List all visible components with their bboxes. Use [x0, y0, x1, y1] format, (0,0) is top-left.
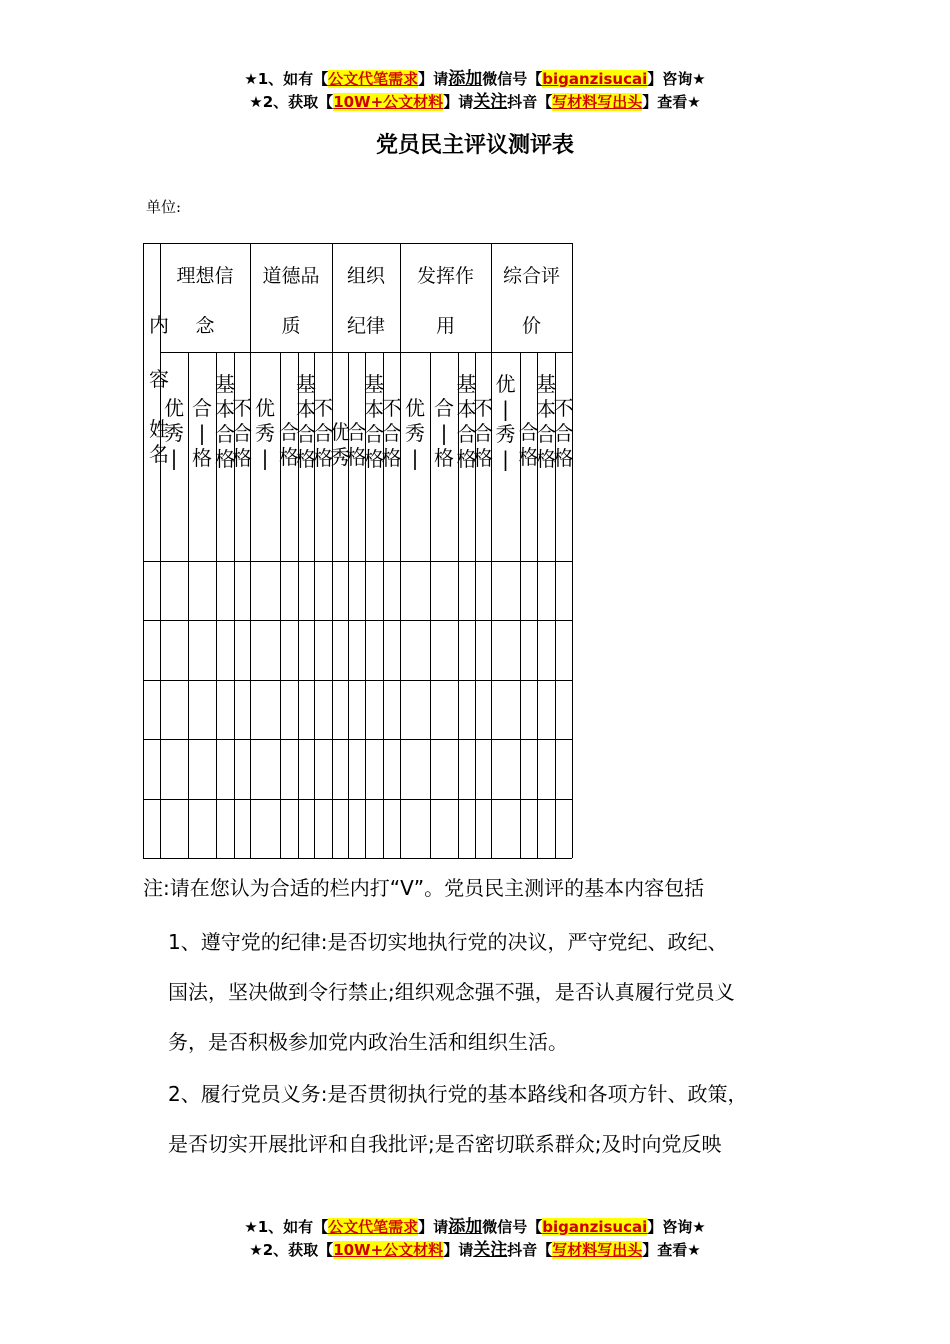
- table-cell: [475, 739, 491, 798]
- table-corner-header: 姓 名: [149, 417, 169, 466]
- table-cell: [234, 799, 250, 858]
- table-subheader: 不 合 格: [553, 396, 574, 470]
- table-cell: [332, 561, 348, 620]
- table-subheader: 不 合 格: [232, 396, 252, 470]
- table-border-line: [572, 243, 573, 858]
- table-cell: [280, 739, 298, 798]
- table-cell: [430, 561, 458, 620]
- promo-text: 微信号【: [482, 70, 543, 88]
- table-cell: [143, 739, 160, 798]
- promo-text: ★2、获取【: [249, 1241, 334, 1259]
- promo-text: 】查看★: [642, 93, 701, 111]
- table-subheader: 合 格: [279, 420, 299, 469]
- table-cell: [314, 561, 332, 620]
- promo-highlight: biganzisucai: [542, 1218, 648, 1236]
- table-cell: [348, 739, 365, 798]
- promo-text: 】咨询★: [647, 1218, 706, 1236]
- table-cell: [537, 620, 555, 679]
- table-subheader: 优 | 秀 |: [495, 372, 516, 471]
- table-cell: [143, 799, 160, 858]
- table-group-header: [332, 251, 400, 351]
- note-item-1-line-3: 务，是否积极参加党内政治生活和组织生活。: [168, 1030, 568, 1054]
- group-header-line: 纪律: [346, 315, 385, 337]
- table-subheader: 不 合 格: [313, 396, 333, 470]
- note-item-1-line-2: 国法，坚决做到令行禁止;组织观念强不强，是否认真履行党员义: [168, 980, 735, 1004]
- table-cell: [430, 680, 458, 739]
- promo-text: 】请: [418, 1218, 449, 1236]
- table-subheader: 优 秀 |: [164, 396, 184, 470]
- table-cell: [216, 799, 234, 858]
- table-cell: [491, 799, 520, 858]
- table-cell: [332, 739, 348, 798]
- table-cell: [188, 680, 216, 739]
- table-cell: [314, 620, 332, 679]
- note-item-2-line-1: 2、履行党员义务:是否贯彻执行党的基本路线和各项方针、政策，: [168, 1082, 748, 1106]
- table-cell: [234, 620, 250, 679]
- table-cell: [537, 680, 555, 739]
- table-cell: [314, 739, 332, 798]
- promo-highlight: biganzisucai: [542, 70, 648, 88]
- table-cell: [383, 799, 400, 858]
- table-cell: [250, 799, 280, 858]
- table-subheader: 不 合 格: [473, 396, 493, 470]
- group-header-line: 发挥作: [416, 265, 474, 287]
- promo-highlight: 10W+公文材料: [333, 93, 444, 111]
- table-cell: [298, 680, 314, 739]
- table-cell: [160, 739, 188, 798]
- table-cell: [143, 680, 160, 739]
- group-header-line: 道德品: [262, 265, 320, 287]
- table-cell: [280, 799, 298, 858]
- table-cell: [298, 739, 314, 798]
- table-subheader: 优 秀: [330, 420, 350, 469]
- table-cell: [555, 680, 572, 739]
- table-cell: [216, 739, 234, 798]
- table-cell: [520, 799, 537, 858]
- promo-emphasis: 添加: [448, 1217, 483, 1237]
- table-cell: [458, 680, 475, 739]
- table-cell: [400, 799, 430, 858]
- table-subheader: 基 本 合 格: [536, 372, 556, 471]
- group-header-line: 综合评: [502, 265, 560, 287]
- table-cell: [298, 620, 314, 679]
- promo-emphasis: 关注: [473, 1240, 508, 1260]
- promo-text: ★2、获取【: [249, 93, 334, 111]
- table-cell: [348, 561, 365, 620]
- table-cell: [143, 620, 160, 679]
- group-header-line: 理想信: [176, 265, 234, 287]
- note-item-1-line-1: 1、遵守党的纪律:是否切实地执行党的决议，严守党纪、政纪、: [168, 930, 728, 954]
- group-header-line: 用: [435, 315, 455, 337]
- promo-text: 】请: [443, 93, 474, 111]
- promo-highlight: 写材料写出头: [552, 93, 643, 111]
- promo-text: 】查看★: [642, 1241, 701, 1259]
- promo-line-1: [0, 68, 950, 91]
- table-subheader: 合 格: [346, 420, 367, 469]
- table-cell: [216, 680, 234, 739]
- table-cell: [383, 680, 400, 739]
- table-cell: [383, 739, 400, 798]
- promo-text: 抖音【: [507, 93, 553, 111]
- table-subheader: 合 | 格: [192, 396, 212, 470]
- table-border-line: [143, 243, 572, 244]
- table-cell: [491, 561, 520, 620]
- table-cell: [555, 561, 572, 620]
- table-cell: [234, 680, 250, 739]
- table-cell: [365, 620, 383, 679]
- promo-text: 】咨询★: [647, 70, 706, 88]
- promo-highlight: 写材料写出头: [552, 1241, 643, 1259]
- table-cell: [160, 799, 188, 858]
- table-cell: [250, 739, 280, 798]
- table-cell: [555, 620, 572, 679]
- table-cell: [332, 620, 348, 679]
- promo-highlight: 公文代笔需求: [328, 70, 419, 88]
- table-cell: [188, 620, 216, 679]
- table-cell: [314, 680, 332, 739]
- table-cell: [400, 739, 430, 798]
- table-subheader: 合 | 格: [434, 396, 454, 470]
- table-cell: [250, 680, 280, 739]
- table-cell: [298, 799, 314, 858]
- table-cell: [475, 680, 491, 739]
- group-header-line: 组织: [346, 265, 385, 287]
- table-group-header: [250, 251, 332, 351]
- table-cell: [280, 680, 298, 739]
- table-group-header: [400, 251, 491, 351]
- table-cell: [332, 799, 348, 858]
- promo-highlight: 10W+公文材料: [333, 1241, 444, 1259]
- table-corner-header: 内: [149, 313, 169, 337]
- table-cell: [348, 620, 365, 679]
- table-subheader: 基 本 合 格: [364, 372, 384, 471]
- table-cell: [365, 680, 383, 739]
- table-border-line: [143, 858, 572, 859]
- table-cell: [430, 620, 458, 679]
- unit-label: 单位:: [146, 198, 182, 216]
- table-subheader: 基 本 合 格: [456, 372, 477, 471]
- table-cell: [234, 739, 250, 798]
- promo-text: ★1、如有【: [244, 1218, 329, 1236]
- table-cell: [383, 620, 400, 679]
- table-cell: [537, 739, 555, 798]
- promo-line-2: [0, 91, 950, 114]
- table-subheader: 优 秀 |: [405, 396, 425, 470]
- table-cell: [458, 739, 475, 798]
- table-cell: [365, 739, 383, 798]
- table-cell: [491, 680, 520, 739]
- table-cell: [298, 561, 314, 620]
- table-cell: [250, 620, 280, 679]
- promo-emphasis: 关注: [473, 92, 508, 112]
- table-subheader: 基 本 合 格: [215, 372, 235, 471]
- table-cell: [188, 799, 216, 858]
- promo-text: 】请: [443, 1241, 474, 1259]
- promo-highlight: 公文代笔需求: [328, 1218, 419, 1236]
- table-cell: [280, 620, 298, 679]
- table-cell: [400, 620, 430, 679]
- table-cell: [160, 680, 188, 739]
- promo-banner-top: [0, 68, 950, 114]
- table-cell: [458, 561, 475, 620]
- table-cell: [188, 739, 216, 798]
- note-item-2-line-2: 是否切实开展批评和自我批评;是否密切联系群众;及时向党反映: [168, 1132, 722, 1156]
- table-cell: [520, 739, 537, 798]
- table-cell: [458, 799, 475, 858]
- table-subheader: 合 格: [518, 420, 539, 469]
- table-border-line: [160, 352, 572, 353]
- table-cell: [332, 680, 348, 739]
- table-cell: [537, 561, 555, 620]
- promo-text: 】请: [418, 70, 449, 88]
- table-cell: [280, 561, 298, 620]
- table-cell: [555, 799, 572, 858]
- promo-line-2: [0, 1239, 950, 1262]
- table-cell: [520, 561, 537, 620]
- table-cell: [188, 561, 216, 620]
- promo-text: 抖音【: [507, 1241, 553, 1259]
- promo-text: ★1、如有【: [244, 70, 329, 88]
- note-intro: 注:请在您认为合适的栏内打“V”。党员民主测评的基本内容包括: [143, 876, 705, 900]
- promo-text: 微信号【: [482, 1218, 543, 1236]
- group-header-line: 价: [521, 315, 541, 337]
- table-cell: [250, 561, 280, 620]
- promo-emphasis: 添加: [448, 69, 483, 89]
- table-cell: [160, 561, 188, 620]
- group-header-line: 念: [195, 315, 215, 337]
- table-cell: [216, 620, 234, 679]
- table-group-header: [160, 251, 250, 351]
- table-group-header: [491, 251, 572, 351]
- table-cell: [348, 680, 365, 739]
- table-cell: [383, 561, 400, 620]
- table-cell: [143, 561, 160, 620]
- document-title: 党员民主评议测评表: [375, 133, 574, 158]
- table-cell: [365, 561, 383, 620]
- table-cell: [234, 561, 250, 620]
- table-cell: [520, 680, 537, 739]
- table-cell: [491, 620, 520, 679]
- table-cell: [400, 561, 430, 620]
- table-cell: [348, 799, 365, 858]
- promo-banner-bottom: [0, 1216, 950, 1262]
- table-cell: [537, 799, 555, 858]
- table-cell: [491, 739, 520, 798]
- table-subheader: 不 合 格: [381, 396, 402, 470]
- table-cell: [475, 620, 491, 679]
- table-cell: [458, 620, 475, 679]
- table-cell: [400, 680, 430, 739]
- table-subheader: 基 本 合 格: [296, 372, 316, 471]
- table-cell: [160, 620, 188, 679]
- table-corner-header: 容: [149, 367, 169, 391]
- table-cell: [520, 620, 537, 679]
- table-subheader: 优 秀 |: [255, 396, 275, 470]
- table-cell: [430, 739, 458, 798]
- table-cell: [555, 739, 572, 798]
- table-cell: [216, 561, 234, 620]
- table-cell: [430, 799, 458, 858]
- table-cell: [475, 799, 491, 858]
- promo-line-1: [0, 1216, 950, 1239]
- table-cell: [365, 799, 383, 858]
- table-cell: [314, 799, 332, 858]
- table-cell: [475, 561, 491, 620]
- group-header-line: 质: [281, 315, 301, 337]
